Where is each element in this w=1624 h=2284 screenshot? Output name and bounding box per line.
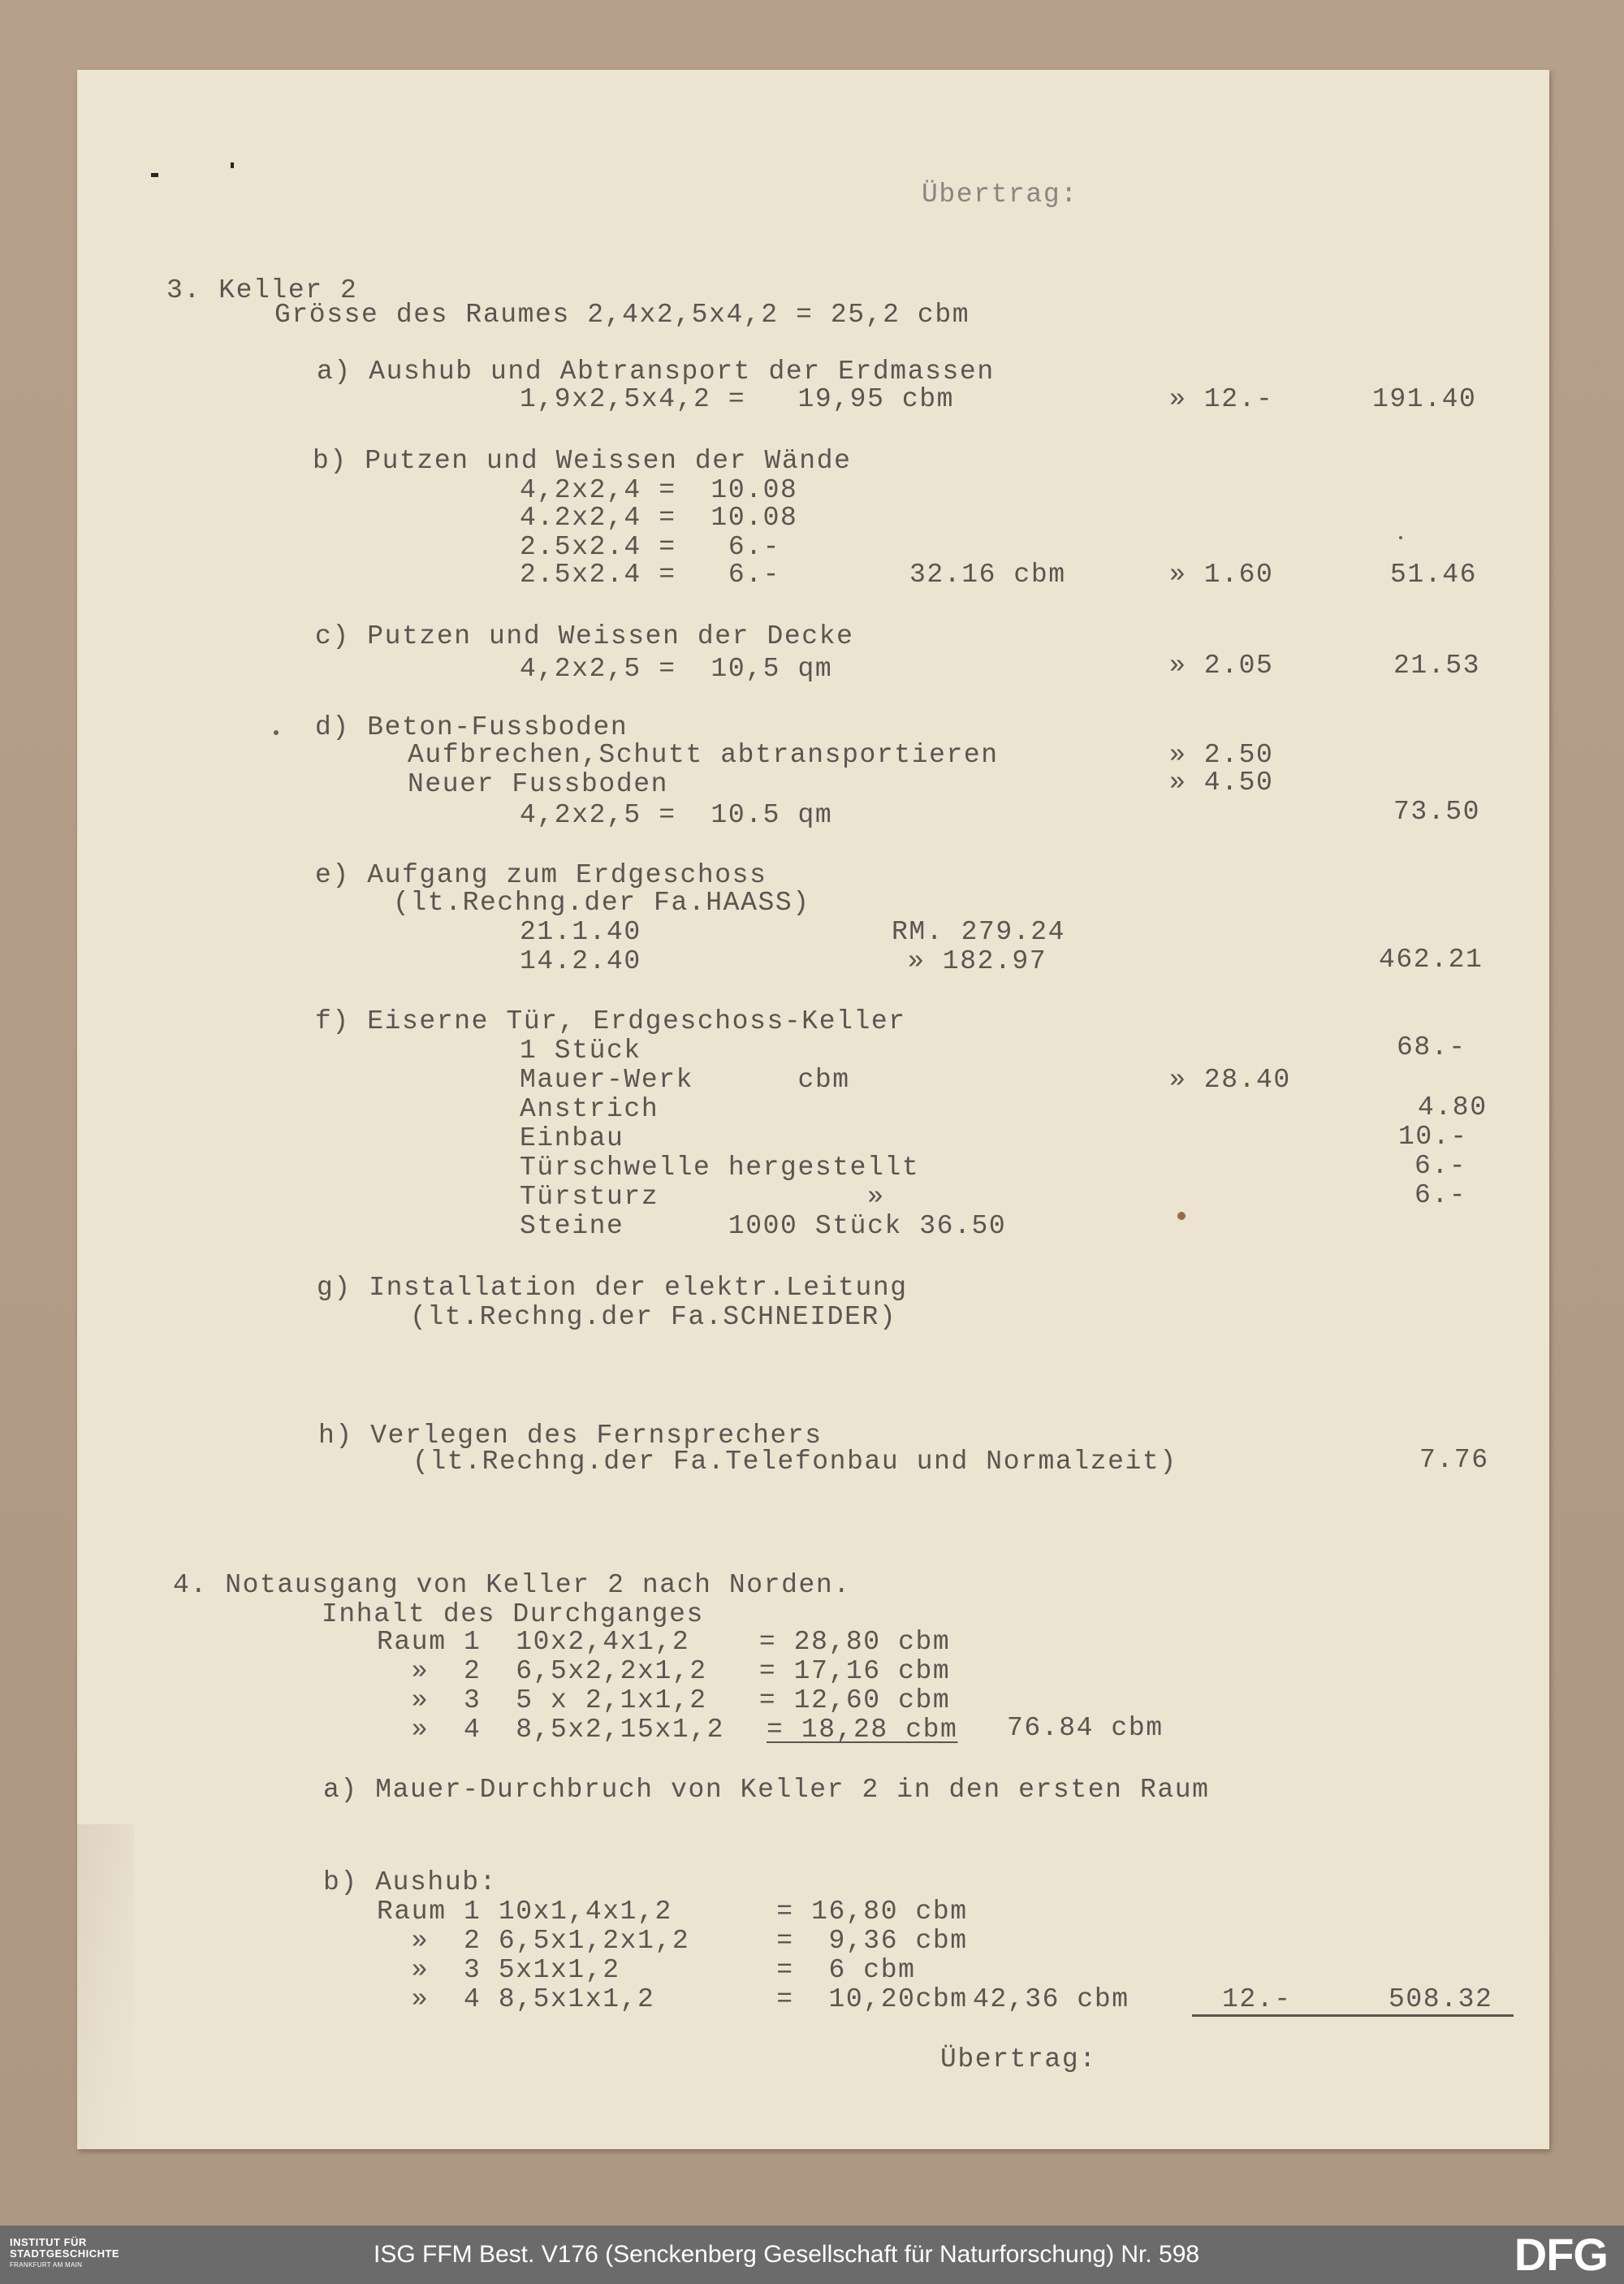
item-4a: a) Mauer-Durchbruch von Keller 2 in den ersten Raum	[323, 1775, 1210, 1805]
section-4-sub: Inhalt des Durchganges	[322, 1599, 704, 1629]
item-b-line: 4,2x2,4 = 10.08	[520, 475, 798, 505]
item-d-title: d) Beton-Fussboden	[315, 712, 628, 742]
excavation-sum: 42,36 cbm	[973, 1984, 1129, 2014]
carry-over-bottom: Übertrag:	[940, 2044, 1097, 2074]
passage-total: 76.84 cbm	[1007, 1713, 1164, 1743]
excavation-amount: 508.32	[1389, 1984, 1493, 2014]
excavation-row: Raum 1 10x1,4x1,2 = 16,80 cbm	[377, 1897, 968, 1927]
item-f-amount: 6.-	[1415, 1180, 1467, 1210]
item-g-title: g) Installation der elektr.Leitung	[317, 1273, 908, 1303]
item-h-sub: (lt.Rechng.der Fa.Telefonbau und Normalzeit)	[412, 1447, 1177, 1477]
item-f-line: Einbau	[520, 1123, 624, 1153]
item-f-amount: 6.-	[1415, 1151, 1467, 1181]
item-d-calc: 4,2x2,5 = 10.5 qm	[520, 800, 833, 830]
section-3-title: 3. Keller 2	[166, 275, 358, 305]
item-f-amount: 10.-	[1398, 1122, 1468, 1152]
carry-over-top: Übertrag:	[922, 180, 1078, 210]
item-e-value: » 182.97	[908, 946, 1047, 976]
item-f-line: Anstrich	[520, 1094, 659, 1124]
item-e-date: 21.1.40	[520, 917, 641, 947]
passage-row-value: = 18,28 cbm	[767, 1715, 958, 1745]
dfg-logo: DFG	[1514, 2229, 1608, 2280]
passage-row: » 4 8,5x2,15x1,2	[377, 1715, 742, 1745]
item-f-line: Türsturz »	[520, 1182, 885, 1212]
institution-line: STADTGESCHICHTE	[10, 2247, 120, 2260]
excavation-row: » 3 5x1x1,2 = 6 cbm	[377, 1955, 916, 1985]
excavation-rate: 12.-	[1222, 1984, 1292, 2014]
item-e-date: 14.2.40	[520, 946, 641, 976]
item-d-rate: » 2.50	[1169, 740, 1274, 770]
item-b-rate: » 1.60	[1169, 560, 1274, 590]
passage-row: » 3 5 x 2,1x1,2 = 12,60 cbm	[377, 1685, 951, 1715]
item-d-amount: 73.50	[1393, 797, 1481, 827]
section-4-title: 4. Notausgang von Keller 2 nach Norden.	[173, 1570, 851, 1600]
item-b-line: 2.5x2.4 = 6.-	[520, 532, 781, 562]
item-e-title: e) Aufgang zum Erdgeschoss	[315, 860, 767, 890]
item-f-line: Türschwelle hergestellt	[520, 1153, 920, 1183]
item-c-amount: 21.53	[1393, 651, 1481, 681]
item-d-line: Aufbrechen,Schutt abtransportieren	[408, 740, 999, 770]
item-c-rate: » 2.05	[1169, 651, 1274, 681]
excavation-row: » 4 8,5x1x1,2 = 10,20cbm	[377, 1984, 968, 2014]
item-f-rate: » 28.40	[1169, 1065, 1291, 1095]
item-f-amount: 68.-	[1397, 1032, 1466, 1062]
item-e-sub: (lt.Rechng.der Fa.HAASS)	[393, 888, 810, 918]
item-4b-title: b) Aushub:	[323, 1867, 498, 1897]
item-f-line: 1 Stück	[520, 1036, 641, 1066]
institution-line: INSTITUT FÜR	[10, 2236, 87, 2248]
item-b-line: 2.5x2.4 = 6.-	[520, 560, 781, 590]
item-h-amount: 7.76	[1419, 1445, 1489, 1475]
item-d-line: Neuer Fussboden	[408, 769, 669, 799]
item-b-line: 4.2x2,4 = 10.08	[520, 503, 798, 533]
item-f-line: Steine 1000 Stück 36.50	[520, 1211, 1007, 1241]
item-a-amount: 191.40	[1372, 384, 1477, 414]
passage-row: Raum 1 10x2,4x1,2 = 28,80 cbm	[377, 1627, 951, 1657]
archive-footer	[0, 2226, 1624, 2284]
item-b-title: b) Putzen und Weissen der Wände	[313, 446, 852, 476]
institution-line: FRANKFURT AM MAIN	[10, 2261, 83, 2269]
item-e-value: RM. 279.24	[892, 917, 1066, 947]
item-b-sum: 32.16 cbm	[909, 560, 1066, 590]
archive-caption: ISG FFM Best. V176 (Senckenberg Gesellschaft für Naturforschung) Nr. 598	[374, 2241, 1200, 2268]
item-g-sub: (lt.Rechng.der Fa.SCHNEIDER)	[410, 1302, 897, 1332]
item-d-rate: » 4.50	[1169, 768, 1274, 798]
item-f-line: Mauer-Werk cbm	[520, 1065, 850, 1095]
institution-label	[10, 2237, 119, 2271]
item-c-title: c) Putzen und Weissen der Decke	[315, 621, 854, 651]
item-f-title: f) Eiserne Tür, Erdgeschoss-Keller	[315, 1006, 906, 1036]
item-e-amount: 462.21	[1379, 945, 1484, 975]
item-h-title: h) Verlegen des Fernsprechers	[318, 1421, 823, 1451]
section-3-size: Grösse des Raumes 2,4x2,5x4,2 = 25,2 cbm	[274, 300, 970, 330]
item-a-rate: » 12.-	[1169, 384, 1274, 414]
excavation-row: » 2 6,5x1,2x1,2 = 9,36 cbm	[377, 1926, 968, 1956]
item-a-calc: 1,9x2,5x4,2 = 19,95 cbm	[520, 384, 955, 414]
passage-row: » 2 6,5x2,2x1,2 = 17,16 cbm	[377, 1656, 951, 1686]
item-f-amount: 4.80	[1418, 1092, 1488, 1123]
item-a-title: a) Aushub und Abtransport der Erdmassen	[317, 357, 995, 387]
item-c-calc: 4,2x2,5 = 10,5 qm	[520, 654, 833, 684]
total-underline	[1192, 2014, 1514, 2017]
item-b-amount: 51.46	[1390, 560, 1478, 590]
